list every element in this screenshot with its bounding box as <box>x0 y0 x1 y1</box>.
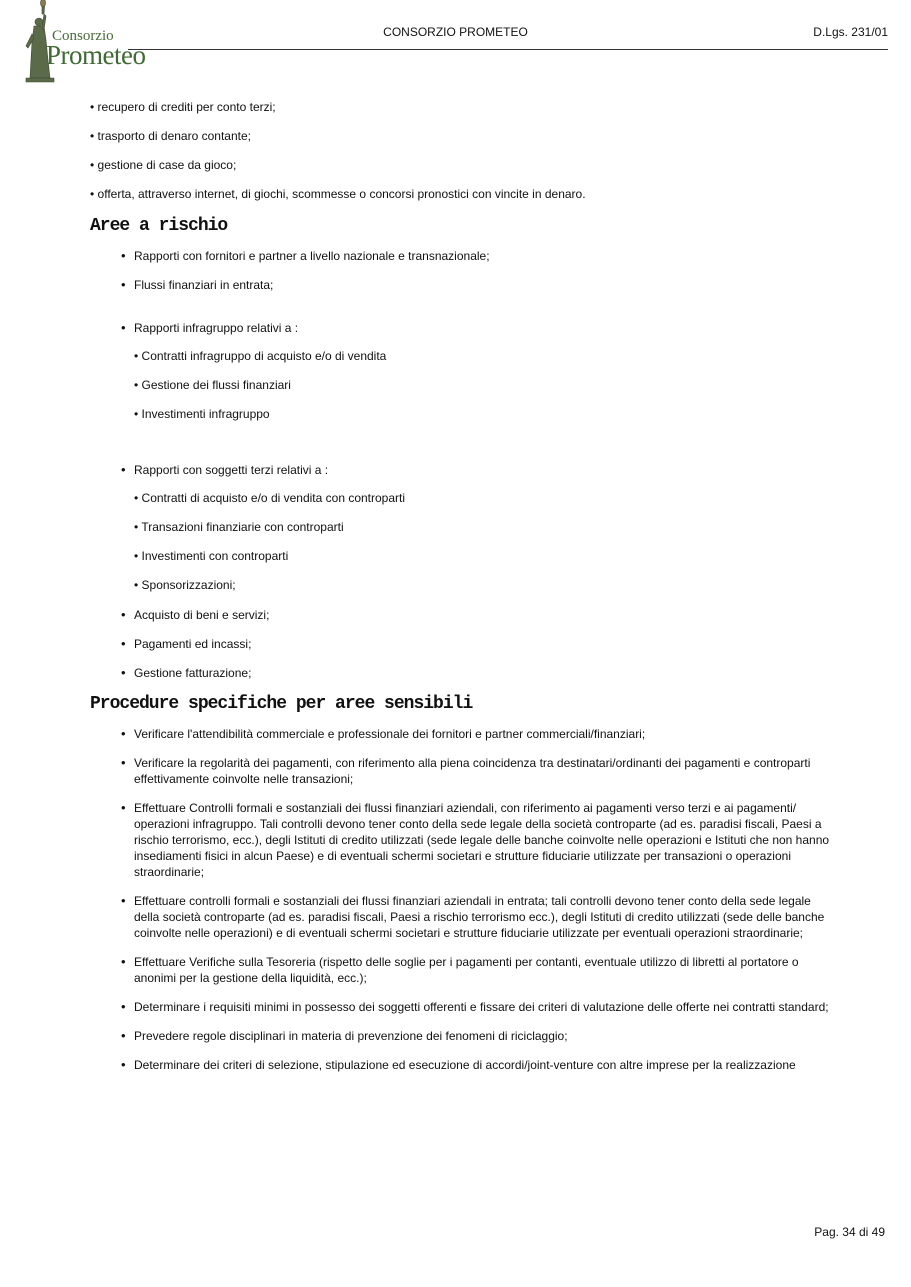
list-item-text: Verificare la regolarità dei pagamenti, con riferimento alla piena coincidenza tra destinatari/ordinanti dei pagamenti e controparti effettivamente coinvolte nelle transazioni; <box>134 756 811 786</box>
list-item <box>121 726 830 742</box>
list-item-text: Prevedere regole disciplinari in materia di prevenzione dei fenomeni di riciclaggio; <box>134 1029 568 1043</box>
list-item-text: Flussi finanziari in entrata; <box>134 278 274 292</box>
list-item-text: Pagamenti ed incassi; <box>134 637 252 651</box>
list-item <box>121 277 830 293</box>
bullet-icon: • <box>121 320 126 335</box>
risk-areas-list-3 <box>90 462 830 478</box>
sub-item: • Contratti infragruppo di acquisto e/o di vendita <box>134 349 387 363</box>
bullet-icon: • <box>121 1057 126 1072</box>
header-divider <box>128 49 888 50</box>
intro-item: • offerta, attraverso internet, di giochi, scommesse o concorsi pronostici con vincite in denaro. <box>90 187 586 201</box>
logo-text-prometeo: Prometeo <box>46 40 146 70</box>
risk-areas-list <box>90 248 830 293</box>
bullet-icon: • <box>121 999 126 1014</box>
list-item <box>121 954 830 986</box>
header-reference: D.Lgs. 231/01 <box>813 25 888 39</box>
list-item <box>121 1057 830 1073</box>
bullet-icon: • <box>121 248 126 263</box>
list-item-text: Rapporti con fornitori e partner a livello nazionale e transnazionale; <box>134 249 490 263</box>
list-item <box>121 462 830 478</box>
list-item <box>121 1028 830 1044</box>
logo-text-consorzio: Consorzio <box>52 28 114 44</box>
list-item-text: Rapporti con soggetti terzi relativi a : <box>134 463 329 477</box>
procedures-list <box>90 726 830 1073</box>
sub-item: • Gestione dei flussi finanziari <box>134 378 291 392</box>
list-item-text: Rapporti infragruppo relativi a : <box>134 321 299 335</box>
list-item <box>121 607 830 623</box>
list-item <box>121 800 830 880</box>
list-item <box>121 893 830 941</box>
bullet-icon: • <box>121 755 126 770</box>
sub-item: • Investimenti infragruppo <box>134 407 270 421</box>
list-item-text: Gestione fatturazione; <box>134 666 252 680</box>
bullet-icon: • <box>121 1028 126 1043</box>
bullet-icon: • <box>121 800 126 815</box>
list-item <box>121 755 830 787</box>
bullet-icon: • <box>121 726 126 741</box>
bullet-icon: • <box>121 954 126 969</box>
intro-item: • gestione di case da gioco; <box>90 158 237 172</box>
list-item <box>121 320 830 336</box>
list-item <box>121 636 830 652</box>
section-heading-aree-a-rischio: Aree a rischio <box>90 216 228 236</box>
list-item-text: Verificare l'attendibilità commerciale e professionale dei fornitori e partner commerciali/finanziari; <box>134 727 646 741</box>
bullet-icon: • <box>121 893 126 908</box>
page-content <box>90 100 830 1086</box>
sub-item: • Transazioni finanziarie con controparti <box>134 520 344 534</box>
list-item-text: Effettuare Verifiche sulla Tesoreria (rispetto delle soglie per i pagamenti per contanti, eventuale utilizzo di libretti al portatore o anonimi per la gestione della liquidità, ecc.); <box>134 955 799 985</box>
sub-item: • Sponsorizzazioni; <box>134 578 236 592</box>
sub-item: • Investimenti con controparti <box>134 549 289 563</box>
page-header <box>0 0 911 85</box>
list-item-text: Effettuare Controlli formali e sostanziali dei flussi finanziari aziendali, con riferimento ai pagamenti verso terzi e ai pagamenti/ operazioni infragruppo. Tali controlli devono tener conto della sede legale della società controparte (ad es. paradisi fiscali, Paesi a rischio terrorismo, ecc.), degli Istituti di credito utilizzati (sede legale delle banche coinvolte nelle operazioni e Istituti che non hanno insediamenti fisici in alcun Paese) e di eventuali schermi societari e strutture fiduciarie utilizzate per transazioni o operazioni straordinarie; <box>134 801 830 879</box>
list-item <box>121 999 830 1015</box>
list-item-text: Determinare dei criteri di selezione, stipulazione ed esecuzione di accordi/joint-venture con altre imprese per la realizzazione <box>134 1058 796 1072</box>
bullet-icon: • <box>121 636 126 651</box>
list-item-text: Determinare i requisiti minimi in possesso dei soggetti offerenti e fissare dei criteri di valutazione delle offerte nei contratti standard; <box>134 1000 829 1014</box>
bullet-icon: • <box>121 277 126 292</box>
list-item <box>121 248 830 264</box>
bullet-icon: • <box>121 607 126 622</box>
page-number: Pag. 34 di 49 <box>814 1225 885 1239</box>
risk-areas-list-4 <box>90 607 830 681</box>
header-title: CONSORZIO PROMETEO <box>383 25 528 39</box>
risk-areas-list-2 <box>90 320 830 336</box>
sub-item: • Contratti di acquisto e/o di vendita con controparti <box>134 491 406 505</box>
intro-item: • recupero di crediti per conto terzi; <box>90 100 276 114</box>
section-heading-procedure: Procedure specifiche per aree sensibili <box>90 694 473 714</box>
list-item-text: Acquisto di beni e servizi; <box>134 608 270 622</box>
list-item <box>121 665 830 681</box>
bullet-icon: • <box>121 665 126 680</box>
bullet-icon: • <box>121 462 126 477</box>
intro-item: • trasporto di denaro contante; <box>90 129 251 143</box>
list-item-text: Effettuare controlli formali e sostanziali dei flussi finanziari aziendali in entrata; tali controlli devono tener conto della sede legale della società controparte (ad es. paradisi fiscali, Paesi a rischio terrorismo ecc.), degli Istituti di credito utilizzati (sede delle banche coinvolte nelle operazioni) e di eventuali schermi societari e strutture fiduciarie utilizzate per eventuali operazioni straordinarie; <box>134 894 825 940</box>
